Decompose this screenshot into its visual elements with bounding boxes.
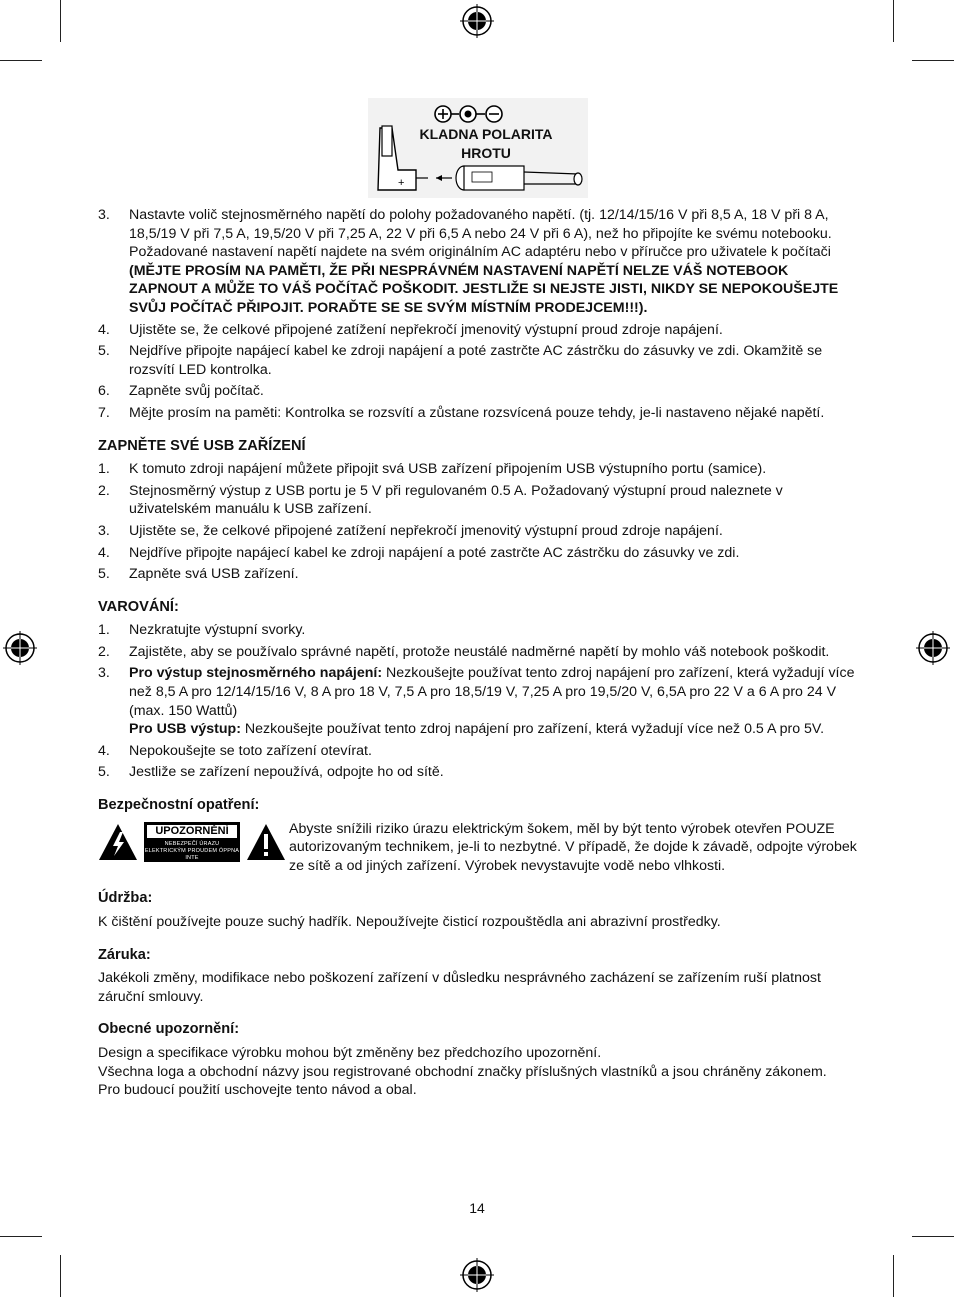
list-item [98,342,858,379]
registration-mark-icon [460,1258,494,1292]
list-number: 5. [98,566,110,583]
crop-mark [60,0,61,42]
list-item [98,404,858,423]
polarity-figure [368,98,588,198]
electric-shock-warning-icon [98,822,138,862]
list-text-bold: (MĚJTE PROSÍM NA PAMĚTI, ŽE PŘI NESPRÁVNÉM NASTAVENÍ NAPĚTÍ NELZE VÁŠ NOTEBOOK ZAPNOUT A MŮŽE TO VÁŠ POČÍTAČ POŠKODIT. JESTLIŽE SI NEJSTE JISTI, NIKDY SE NEPOKOUŠEJTE SVŮJ POČÍTAČ PŘIPOJIT. PORAĎTE SE SE SVÝM MÍSTNÍM PRODEJCEM!!!). [129,262,839,316]
list-number: 5. [98,764,110,781]
list-item [98,664,858,738]
list-text: Ujistěte se, že celkové připojené zatížení nepřekročí jmenovitý výstupní proud zdroje napájení. [129,321,723,338]
list-item [98,482,858,519]
list-item [98,544,858,563]
list-item [98,206,858,318]
list-text: Nezkoušejte používat tento zdroj napájení pro zařízení, která vyžadují více než 8,5 A pro 12/14/15/16 V, 8 A pro 18 V, 7,5 A pro 18,5/19 V, 7,25 A pro 19,5/20 V, 6,5A pro 22 V a 6 A pro 24 V (max. 150 Wattů) [129,665,855,719]
list-number: 4. [98,742,110,759]
general-text: Design a specifikace výrobku mohou být změněny bez předchozího upozornění. [98,1044,602,1061]
list-number: 7. [98,404,110,421]
list-number: 2. [98,482,110,499]
exclamation-warning-icon [246,822,286,862]
section-heading: Obecné upozornění: [98,1021,240,1038]
safety-block [98,820,858,876]
list-number: 1. [98,461,110,478]
section-heading: VAROVÁNÍ: [98,598,179,615]
list-number: 4. [98,321,110,338]
list-text: Nezkoušejte používat tento zdroj napájení pro zařízení, která vyžadují více než 0.5 A pro 5V. [240,721,825,738]
figure-caption-line: KLADNA POLARITA [419,126,553,142]
registration-mark-icon [460,4,494,38]
list-text: Jestliže se zařízení nepoužívá, odpojte ho od sítě. [129,764,444,781]
list-text: K tomuto zdroji napájení můžete připojit svá USB zařízení připojením USB výstupního portu (samice). [129,461,767,478]
list-text-bold: Pro výstup stejnosměrného napájení: [129,665,383,682]
list-text: Zapněte svůj počítač. [129,383,264,400]
list-number: 1. [98,622,110,639]
crop-mark [912,60,954,61]
safety-text: Abyste snížili riziko úrazu elektrickým šokem, měl by být tento výrobek otevřen POUZE autorizovaným technikem, je-li to nezbytné. V případě, že dojde k závadě, odpojte výrobek ze sítě a od jiných zařízení. Výrobek nevystavujte vodě nebo vlhkosti. [289,820,857,874]
warning-label [144,822,240,862]
warning-label-subtitle: NEBEZPEČÍ ÚRAZU ELEKTRICKÝM PROUDEM ÓPPNA INTE [144,840,240,861]
section-heading: ZAPNĚTE SVÉ USB ZAŘÍZENÍ [98,437,306,454]
list-text: Nejdříve připojte napájecí kabel ke zdroji napájení a poté zastrčte AC zástrčku do zásuvky ve zdi. [129,544,740,561]
list-text: Ujistěte se, že celkové připojené zatížení nepřekročí jmenovitý výstupní proud zdroje napájení. [129,522,723,539]
list-text: Stejnosměrný výstup z USB portu je 5 V při regulovaném 0.5 A. Požadovaný výstupní proud naleznete v uživatelském manuálu k USB zařízení. [129,482,783,518]
list-item [98,460,858,479]
list-number: 3. [98,522,110,539]
maintenance-text: K čištění používejte pouze suchý hadřík. Nepoužívejte čisticí rozpouštědla ani abrazivní prostředky. [98,914,721,930]
registration-mark-icon [916,631,950,665]
general-text: Pro budoucí použití uschovejte tento návod a obal. [98,1082,417,1099]
registration-mark-icon [3,631,37,665]
list-text: Nezkratujte výstupní svorky. [129,622,306,639]
warning-list [98,621,858,782]
figure-caption [408,125,564,163]
list-item [98,643,858,662]
list-number: 4. [98,544,110,561]
list-item [98,763,858,782]
list-number: 5. [98,343,110,360]
list-number: 3. [98,665,110,682]
list-number: 2. [98,643,110,660]
page-content [98,206,858,1100]
general-text: Všechna loga a obchodní názvy jsou registrované obchodní značky příslušných vlastníků a jsou chráněny zákonem. [98,1063,827,1080]
list-item [98,522,858,541]
list-text: Zapněte svá USB zařízení. [129,566,299,583]
crop-mark [0,60,42,61]
usb-steps-list [98,460,858,584]
list-item [98,382,858,401]
crop-mark [912,1236,954,1237]
figure-caption-line: HROTU [461,145,511,161]
list-text: Zajistěte, aby se používalo správné napětí, protože neustálé nadměrné napětí by mohlo váš notebook poškodit. [129,643,830,660]
page-number: 14 [469,1200,485,1216]
list-item [98,742,858,761]
warranty-text: Jakékoli změny, modifikace nebo poškození zařízení v důsledku nesprávného zacházení se zařízením ruší platnost záruční smlouvy. [98,970,821,1005]
crop-mark [60,1255,61,1297]
section-heading: Údržba: [98,890,153,907]
list-number: 3. [98,207,110,223]
list-text-bold: Pro USB výstup: [129,721,241,738]
list-text: Nejdříve připojte napájecí kabel ke zdroji napájení a poté zastrčte AC zástrčku do zásuvky ve zdi. Okamžitě se rozsvítí LED kontrolka. [129,343,823,378]
list-text: Mějte prosím na paměti: Kontrolka se rozsvítí a zůstane rozsvícená pouze tehdy, je-li nastaveno nějaké napětí. [129,404,825,421]
list-item [98,321,858,340]
warning-label-title: UPOZORNĚNÍ [146,824,238,839]
crop-mark [893,1255,894,1297]
safety-icons [98,822,289,862]
list-text: Nepokoušejte se toto zařízení otevírat. [129,742,372,759]
svg-text:+: + [398,177,405,189]
list-item [98,565,858,584]
crop-mark [893,0,894,42]
setup-steps-list [98,206,858,423]
crop-mark [0,1236,42,1237]
list-number: 6. [98,383,110,400]
section-heading: Bezpečnostní opatření: [98,797,260,814]
section-heading: Záruka: [98,946,151,963]
list-text: Nastavte volič stejnosměrného napětí do polohy požadovaného napětí. (tj. 12/14/15/16 V při 8,5 A, 18 V při 8 A, 18,5/19 V při 7,5 A, 19,5/20 V při 7,25 A, 22 V při 6,5 A nebo 24 V při 6 A), než ho připojíte ke svému notebooku. Požadované nastavení napětí najdete na svém originálním AC adaptéru nebo v příručce pro uživatele k počítači [129,207,832,261]
list-item [98,621,858,640]
